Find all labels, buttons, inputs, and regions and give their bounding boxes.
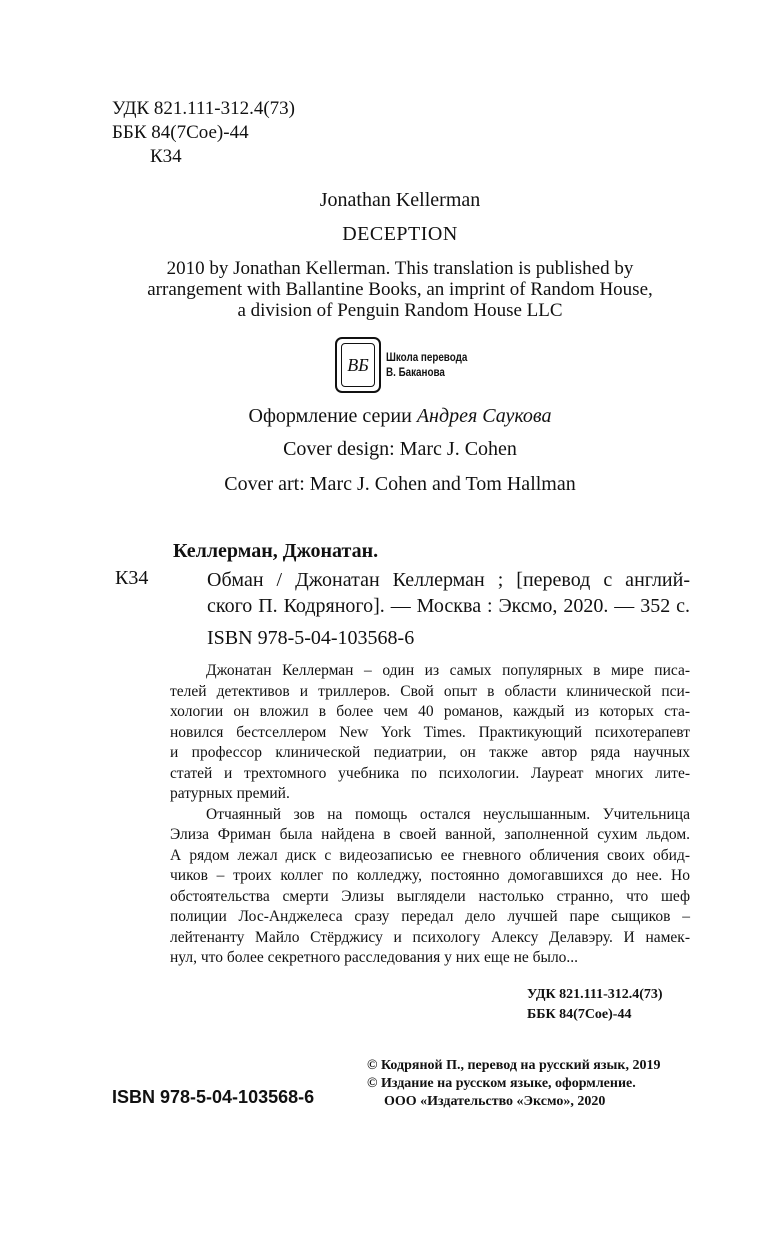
cover-art: Cover art: Marc J. Cohen and Tom Hallman <box>224 473 576 495</box>
annotation-line: Отчаянный зов на помощь остался неуслышанным. Учительница <box>206 805 690 823</box>
udk-code: УДК 821.111-312.4(73) <box>112 98 295 119</box>
series-design-prefix: Оформление серии <box>248 405 417 427</box>
catalog-line: Обман / Джонатан Келлерман ; [перевод с англий- <box>207 569 690 591</box>
annotation-paragraph <box>170 661 690 805</box>
annotation-line: лейтенанту Майло Стёрджису и психологу Алексу Делавэру. И намек- <box>170 928 690 946</box>
annotation-line: нул, что более секретного расследования у них еще не было... <box>170 949 579 966</box>
annotation-line: и профессор клинической педиатрии, он также автор ряда научных <box>170 744 690 761</box>
copyright-ru-line: © Издание на русском языке, оформление. <box>367 1076 636 1091</box>
copyright-ru-line: ООО «Издательство «Эксмо», 2020 <box>384 1094 606 1109</box>
udk-right-block <box>527 985 663 1025</box>
isbn-bottom: ISBN 978-5-04-103568-6 <box>112 1087 315 1107</box>
logo-text-line: Школа перевода <box>386 350 468 364</box>
bbk-code: ББК 84(7Сое)-44 <box>112 122 249 143</box>
series-design <box>0 405 768 428</box>
copyright-en <box>0 258 768 321</box>
annotation-line: обстоятельства смерти Элизы выглядели настолько странно, что шеф <box>170 887 690 905</box>
copyright-ru <box>367 1057 660 1111</box>
author-en: Jonathan Kellerman <box>319 189 481 211</box>
catalog-line: ского П. Кодряного]. — Москва : Эксмо, 2020. — 352 с. <box>207 595 690 617</box>
annotation-paragraph <box>170 805 690 969</box>
logo-text-line: В. Баканова <box>386 365 445 379</box>
copyright-ru-line: © Кодряной П., перевод на русский язык, 2019 <box>367 1058 661 1073</box>
annotation-line: телей детективов и триллеров. Свой опыт в области клинической пси- <box>170 682 690 700</box>
copyright-line: arrangement with Ballantine Books, an imprint of Random House, <box>147 279 653 300</box>
udk-block <box>112 97 295 169</box>
publisher-logo <box>335 337 485 393</box>
annotation-line: Джонатан Келлерман – один из самых популярных в мире писа- <box>206 662 690 679</box>
logo-emblem <box>335 337 381 393</box>
catalog-isbn: ISBN 978-5-04-103568-6 <box>207 627 415 649</box>
logo-text <box>386 350 467 380</box>
copyright-line: 2010 by Jonathan Kellerman. This translation is published by <box>166 258 634 279</box>
annotation-line: А рядом лежал диск с видеозаписью ее гневного обличения своих обид- <box>170 846 690 864</box>
logo-letters: ВБ <box>341 343 375 387</box>
cover-design: Cover design: Marc J. Cohen <box>283 438 517 460</box>
annotation-line: статей и трехтомного учебника по психологии. Лауреат многих лите- <box>170 764 690 782</box>
catalog-heading: Келлерман, Джонатан. <box>173 540 379 562</box>
annotation-line: ратурных премий. <box>170 785 290 802</box>
annotation-line: хологии он вложил в более чем 40 романов, каждый из которых ста- <box>170 703 690 720</box>
series-design-name: Андрея Саукова <box>416 405 552 427</box>
annotation-line: полиции Лос-Анджелеса сразу передал дело лучшей паре сыщиков – <box>170 908 690 925</box>
title-en: DECEPTION <box>342 223 458 245</box>
catalog-code: К34 <box>115 567 149 589</box>
catalog-description <box>207 567 690 619</box>
copyright-line: a division of Penguin Random House LLC <box>237 300 563 321</box>
udk-code: УДК 821.111-312.4(73) <box>527 987 663 1002</box>
annotation <box>170 661 690 969</box>
annotation-line: Элиза Фриман была найдена в своей ванной, заполненной сухим льдом. <box>170 826 690 843</box>
annotation-line: чиков – троих коллег по колледжу, постоянно домогавшихся до нее. Но <box>170 867 690 884</box>
annotation-line: новился бестселлером New York Times. Практикующий психотерапевт <box>170 723 690 741</box>
author-mark: К34 <box>150 146 182 167</box>
bbk-code: ББК 84(7Сое)-44 <box>527 1007 632 1022</box>
